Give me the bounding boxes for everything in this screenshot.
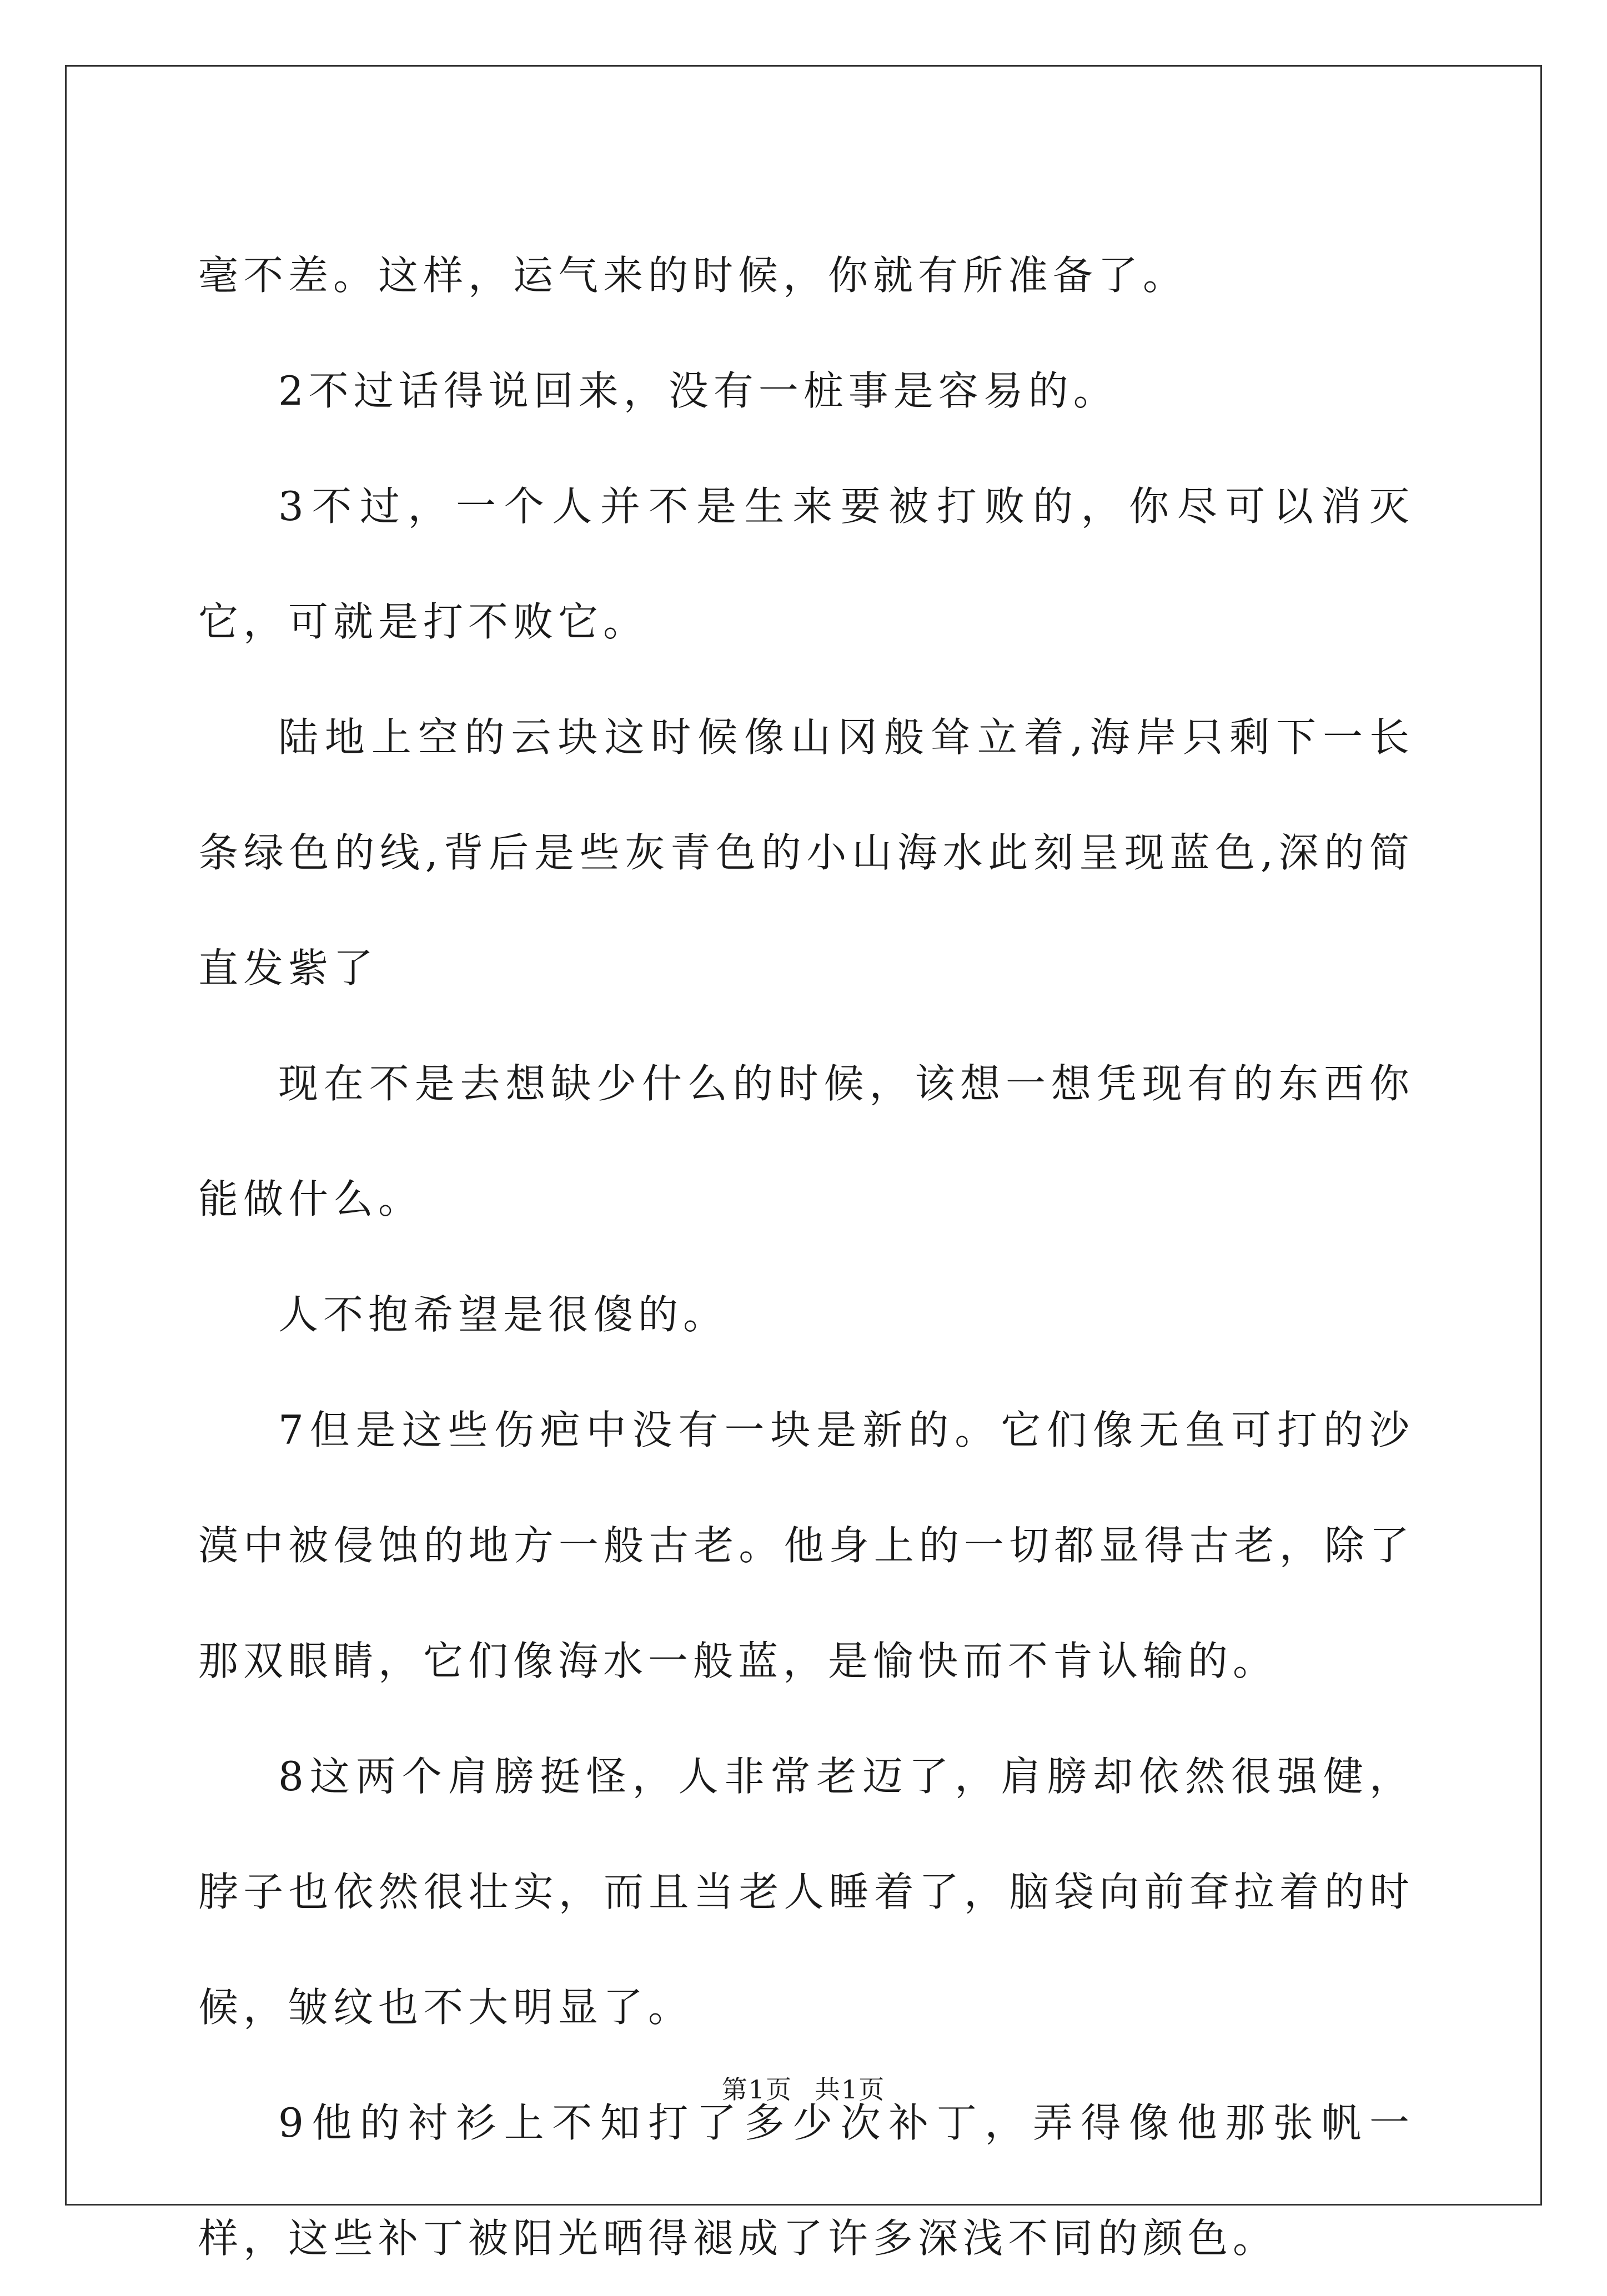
document-body [198, 218, 1414, 2296]
paragraph-5: 现在不是去想缺少什么的时候，该想一想凭现有的东西你能做什么。 [198, 1060, 1414, 1222]
paragraph-8: 8这两个肩膀挺怪，人非常老迈了，肩膀却依然很强健，脖子也依然很壮实，而且当老人睡着了，脑袋向前耷拉着的时候，皱纹也不大明显了。 [198, 1753, 1414, 2031]
paragraph-2: 2不过话得说回来，没有一桩事是容易的。 [278, 367, 1118, 414]
page-number: 第1页 [721, 2075, 792, 2104]
page-footer [0, 2070, 1607, 2106]
page-total: 共1页 [815, 2075, 886, 2104]
paragraph-7: 7但是这些伤疤中没有一块是新的。它们像无鱼可打的沙漠中被侵蚀的地方一般古老。他身上的一切都显得古老，除了那双眼睛，它们像海水一般蓝，是愉快而不肯认输的。 [198, 1407, 1414, 1684]
paragraph-3: 3不过，一个人并不是生来要被打败的，你尽可以消灭它，可就是打不败它。 [198, 483, 1414, 645]
paragraph-1: 毫不差。这样，运气来的时候，你就有所准备了。 [198, 252, 1188, 299]
paragraph-9: 9他的衬衫上不知打了多少次补丁，弄得像他那张帆一样，这些补丁被阳光晒得褪成了许多深浅不同的颜色。 [198, 2099, 1414, 2262]
paragraph-6: 人不抱希望是很傻的。 [278, 1291, 729, 1338]
paragraph-4: 陆地上空的云块这时候像山冈般耸立着,海岸只剩下一长条绿色的线,背后是些灰青色的小山海水此刻呈现蓝色,深的简直发紫了 [198, 714, 1414, 991]
